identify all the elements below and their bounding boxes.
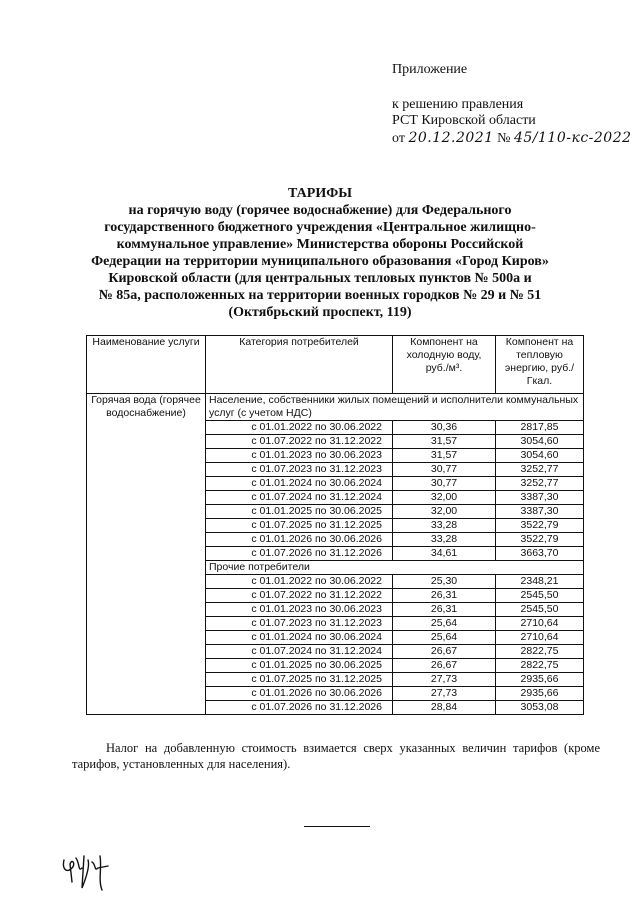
cell-heat: 3053,08: [496, 701, 584, 715]
cell-cold: 32,00: [393, 505, 496, 519]
cell-heat: 2545,50: [496, 589, 584, 603]
cell-period: с 01.01.2022 по 30.06.2022: [206, 421, 393, 435]
header-cold: Компонент на холодную воду, руб./м³.: [393, 336, 496, 394]
cell-period: с 01.07.2022 по 31.12.2022: [206, 589, 393, 603]
document-title: [70, 185, 570, 321]
cell-cold: 25,30: [393, 575, 496, 589]
cell-heat: 2710,64: [496, 617, 584, 631]
header-category: Категория потребителей: [206, 336, 393, 394]
group-name: Прочие потребители: [206, 561, 584, 575]
cell-period: с 01.07.2026 по 31.12.2026: [206, 547, 393, 561]
cell-cold: 30,77: [393, 477, 496, 491]
cell-period: с 01.01.2023 по 30.06.2023: [206, 603, 393, 617]
cell-cold: 31,57: [393, 449, 496, 463]
cell-cold: 28,84: [393, 701, 496, 715]
separator-line: [304, 826, 370, 827]
title-line: коммунальное управление» Министерства обороны Российской: [116, 237, 524, 252]
cell-period: с 01.01.2024 по 30.06.2024: [206, 477, 393, 491]
title-line: на горячую воду (горячее водоснабжение) для Федерального: [128, 203, 512, 218]
cell-period: с 01.07.2023 по 31.12.2023: [206, 463, 393, 477]
vat-note: Налог на добавленную стоимость взимается сверх указанных величин тарифов (кроме тарифов, установленных для населения).: [72, 741, 600, 771]
cell-period: с 01.01.2025 по 30.06.2025: [206, 659, 393, 673]
group-name: Население, собственники жилых помещений и исполнители коммунальных услуг (с учетом НДС): [206, 394, 584, 421]
cell-period: с 01.07.2024 по 31.12.2024: [206, 645, 393, 659]
decision-line: к решению правления: [392, 97, 524, 112]
cell-heat: 3252,77: [496, 463, 584, 477]
cell-period: с 01.07.2023 по 31.12.2023: [206, 617, 393, 631]
cell-heat: 3522,79: [496, 519, 584, 533]
cell-cold: 31,57: [393, 435, 496, 449]
ot-label: от: [392, 131, 405, 146]
header-service: Наименование услуги: [87, 336, 206, 394]
cell-period: с 01.01.2026 по 30.06.2026: [206, 533, 393, 547]
tariff-table: [86, 335, 584, 715]
title-line: № 85а, расположенных на территории военных городков № 29 и № 51: [98, 288, 542, 303]
cell-cold: 34,61: [393, 547, 496, 561]
cell-cold: 26,31: [393, 603, 496, 617]
cell-cold: 25,64: [393, 631, 496, 645]
cell-heat: 2935,66: [496, 687, 584, 701]
title-line: (Октябрьский проспект, 119): [228, 305, 412, 320]
cell-heat: 3252,77: [496, 477, 584, 491]
cell-heat: 2545,50: [496, 603, 584, 617]
cell-period: с 01.01.2026 по 30.06.2026: [206, 687, 393, 701]
cell-heat: 2710,64: [496, 631, 584, 645]
cell-cold: 26,67: [393, 659, 496, 673]
cell-heat: 2817,85: [496, 421, 584, 435]
cell-cold: 33,28: [393, 519, 496, 533]
cell-heat: 3387,30: [496, 491, 584, 505]
number-sign: №: [497, 131, 511, 146]
title-line: государственного бюджетного учреждения «Центральное жилищно-: [104, 220, 536, 235]
cell-heat: 3663,70: [496, 547, 584, 561]
cell-heat: 3054,60: [496, 449, 584, 463]
decision-ref: [392, 130, 632, 147]
cell-period: с 01.07.2022 по 31.12.2022: [206, 435, 393, 449]
cell-heat: 3054,60: [496, 435, 584, 449]
cell-heat: 2822,75: [496, 659, 584, 673]
cell-cold: 26,67: [393, 645, 496, 659]
cell-period: с 01.01.2022 по 30.06.2022: [206, 575, 393, 589]
cell-heat: 3522,79: [496, 533, 584, 547]
group-row: [87, 394, 584, 421]
cell-period: с 01.07.2026 по 31.12.2026: [206, 701, 393, 715]
cell-cold: 27,73: [393, 687, 496, 701]
title-heading: ТАРИФЫ: [288, 186, 352, 201]
cell-period: с 01.01.2024 по 30.06.2024: [206, 631, 393, 645]
appendix-label: Приложение: [392, 62, 468, 77]
cell-period: с 01.07.2025 по 31.12.2025: [206, 673, 393, 687]
rst-line: РСТ Кировской области: [392, 113, 536, 128]
cell-cold: 32,00: [393, 491, 496, 505]
signature-icon: [58, 838, 118, 898]
cell-cold: 33,28: [393, 533, 496, 547]
cell-period: с 01.01.2023 по 30.06.2023: [206, 449, 393, 463]
cell-cold: 30,77: [393, 463, 496, 477]
cell-heat: 2348,21: [496, 575, 584, 589]
title-line: Кировской области (для центральных тепловых пунктов № 500а и: [108, 271, 532, 286]
title-line: Федерации на территории муниципального образования «Город Киров»: [91, 254, 549, 269]
cell-cold: 25,64: [393, 617, 496, 631]
header-heat: Компонент на тепловую энергию, руб./Гкал.: [496, 336, 584, 394]
cell-heat: 2935,66: [496, 673, 584, 687]
service-name: Горячая вода (горячее водоснабжение): [87, 394, 206, 715]
cell-period: с 01.07.2024 по 31.12.2024: [206, 491, 393, 505]
cell-cold: 30,36: [393, 421, 496, 435]
cell-period: с 01.01.2025 по 30.06.2025: [206, 505, 393, 519]
cell-heat: 3387,30: [496, 505, 584, 519]
decision-number: 45/110-кс-2022: [513, 130, 632, 146]
cell-cold: 27,73: [393, 673, 496, 687]
cell-heat: 2822,75: [496, 645, 584, 659]
title-subheading: [70, 202, 570, 321]
cell-period: с 01.07.2025 по 31.12.2025: [206, 519, 393, 533]
cell-cold: 26,31: [393, 589, 496, 603]
decision-date: 20.12.2021: [408, 130, 494, 146]
